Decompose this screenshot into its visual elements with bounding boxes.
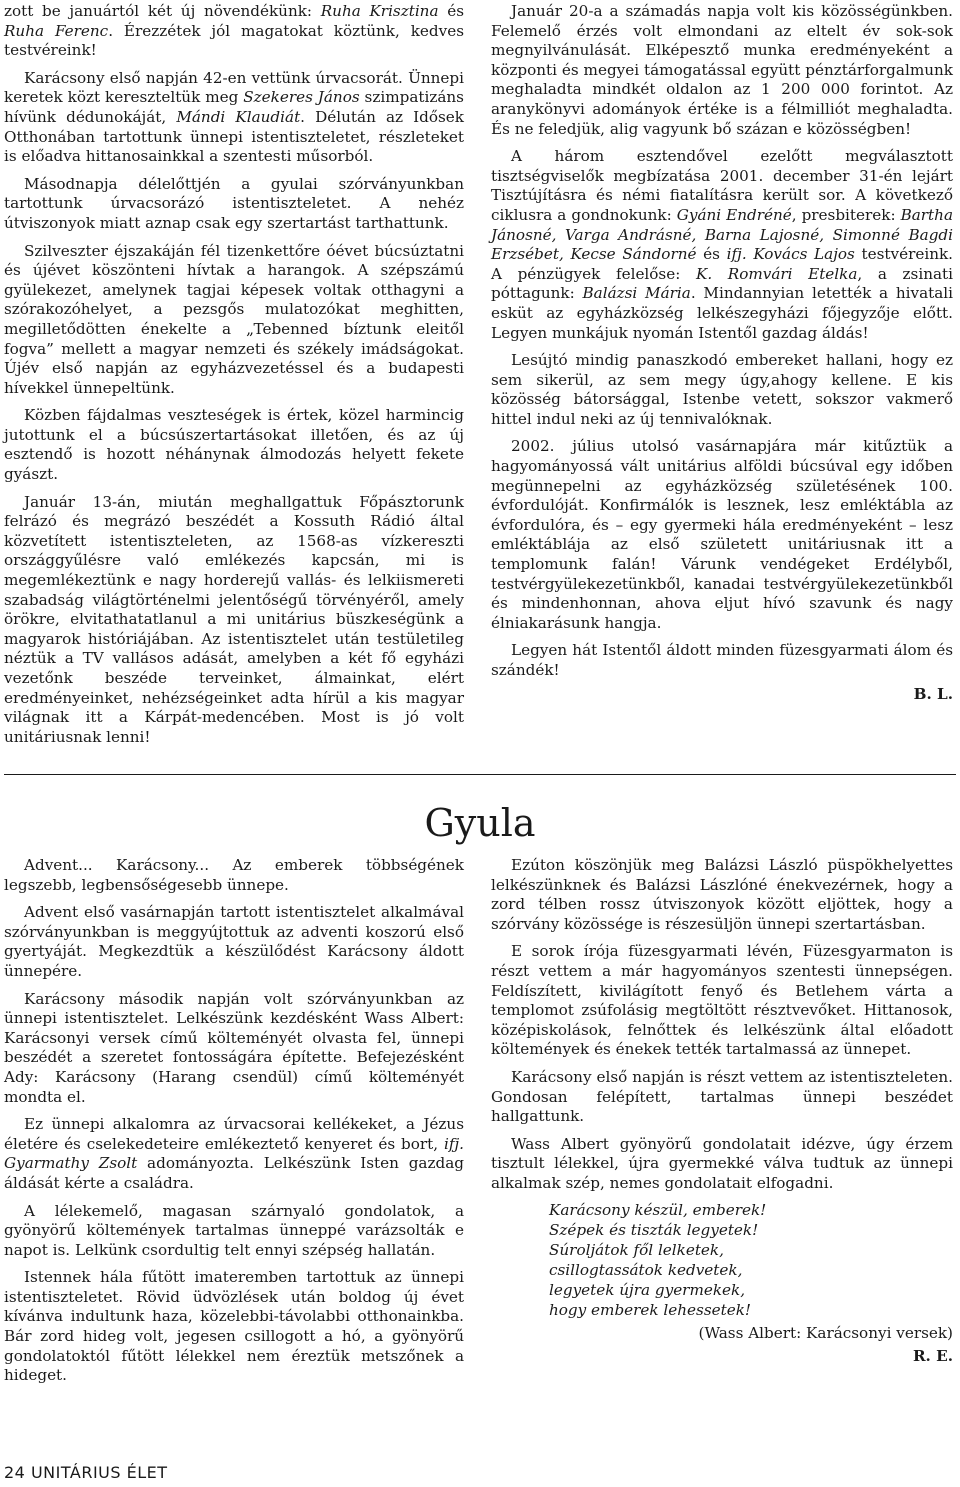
paragraph: A három esztendővel ezelőtt megválasztott tisztségviselők megbízatása 2001. december 31-én lejárt Tisztújításra és némi fiatalításra került sor. A következő ciklusra a gondnokunk: Gyáni Endréné, presbiterek: Bartha Jánosné, Varga Andrásné, Barna Lajosné, Simonné Bagdi Erzsébet, Kecse Sándorné és ifj. Kovács Lajos testvéreink. A pénzügyek felelőse: K. Romvári Etelka, a zsinati póttagunk: Balázsi Mária. Mindannyian letették a hivatali esküt az egyházközség lelkészegyházi főjegyzője előtt. Legyen munkájuk nyomán Istentől gazdag áldás!	[491, 147, 954, 342]
paragraph: Legyen hát Istentől áldott minden füzesgyarmati álom és szándék!	[491, 641, 953, 679]
poem-line: Karácsony készül, emberek!	[549, 1200, 767, 1219]
poem	[549, 1200, 953, 1320]
paragraph: Szilveszter éjszakáján fél tizenkettőre óévet búcsúztatni és újévet köszönteni hívtak a harangok. A szépszámú gyülekezet, amelynek tagjai képesek voltak otthagyni a szórakozóhelyet, a pezsgős mulatozókat meghitten, megilletődötten énekelte a „Tebenned bíztunk eleitől fogva” mellett a magyar nemzeti és székely imádságokat. Újév első napján az egyházvezetéssel és a budapesti hívekkel ünnepeltünk.	[4, 241, 464, 397]
paragraph: Közben fájdalmas veszteségek is értek, közel harmincig jutottunk el a búcsúszertartásokat illetően, és az új esztendő is hozott néhánynak álmodozás helyett fekete gyászt.	[4, 406, 464, 484]
paragraph: Wass Albert gyönyörű gondolatait idézve, úgy érzem tisztult lélekkel, újra gyermekké válva tudtuk az ünnepi alkalmak szép, nemes gondolatait elfogadni.	[491, 1134, 953, 1192]
signature: B. L.	[913, 684, 953, 703]
top-left-column	[4, 2, 464, 747]
paragraph: Istennek hála fűtött imateremben tartottuk az ünnepi istentiszteletet. Rövid üdvözlések után boldog új évet kívánva indultunk haza, közelebbi-távolabbi otthonainkba. Bár zord hideg volt, jegesen csillogott a hó, a gyönyörű gondolatoktól fűtött lélekkel nem éreztük metszőnek a hideget.	[4, 1268, 464, 1385]
paragraph: Lesújtó mindig panaszkodó embereket hallani, hogy ez sem sikerül, az sem megy úgy,ahogy kellene. E kis közösség bátorsággal, Istenbe vetett, sokszor vakmerő hittel indul neki az új tennivalóknak.	[491, 351, 953, 428]
top-right-column	[491, 2, 953, 704]
paragraph: zott be januártól két új növendékünk: Ruha Krisztina és Ruha Ferenc. Érezzétek jól magatokat köztünk, kedves testvéreink!	[4, 2, 464, 60]
poem-line: Szépek és tiszták legyetek!	[549, 1220, 759, 1239]
paragraph: A lélekemelő, magasan szárnyaló gondolatok, a gyönyörű költemények tartalmas ünneppé varázsolták e napot is. Lelkünk csordultig telt ennyi szépség hallatán.	[4, 1201, 464, 1259]
bottom-left-column	[4, 856, 464, 1386]
paragraph: E sorok írója füzesgyarmati lévén, Füzesgyarmaton is részt vettem a már hagyományos szentesti ünnepségen. Feldíszített, kivilágított fenyő és Betlehem várta a templomot zsúfolásig megtöltött résztvevőket. Hittanosok, középiskolások, felnőttek és lelkészünk által előadott költemények és énekek tették tartalmassá az ünnepet.	[491, 942, 953, 1059]
page-footer: 24 UNITÁRIUS ÉLET	[4, 1463, 168, 1482]
paragraph: 2002. július utolsó vasárnapjára már kitűztük a hagyományossá vált unitárius alföldi búcsúval egy időben megünnepelni az egyházközség születésének 100. évfordulóját. Konfirmálók is lesznek, lesz emléktábla az évfordulóra, és – egy gyermeki hála eredményeként – lesz emléktáblája az első született unitáriusnak itt a templomunk falán! Várunk vendégeket Erdélyből, testvérgyülekezetünkből, kanadai testvérgyülekezetünkből és mindenhonnan, ahova eljut hívó szavunk és nagy élniakarásunk hangja.	[491, 437, 953, 632]
bottom-right-column	[491, 856, 953, 1367]
paragraph: Karácsony első napján is részt vettem az istentiszteleten. Gondosan felépített, tartalmas ünnepi beszédet hallgattunk.	[491, 1067, 953, 1126]
paragraph: Karácsony első napján 42-en vettünk úrvacsorát. Ünnepi keretek közt kereszteltük meg Szekeres János szimpatizáns hívünk dédunokáját, Mándi Klaudiát. Délután az Idősek Otthonában tartottunk ünnepi istentiszteletet, részleteket is előadva hittanosainkkal a szentesti műsorból.	[4, 68, 464, 166]
paragraph: Advent... Karácsony... Az emberek többségének legszebb, legbensőségesebb ünnepe.	[4, 856, 464, 894]
paragraph: Másodnapja délelőttjén a gyulai szórványunkban tartottunk úrvacsorázó istentiszteletet. A nehéz útviszonyok miatt aznap csak egy szertartást tarthattunk.	[4, 174, 464, 232]
section-divider	[4, 774, 956, 775]
section-heading: Gyula	[424, 801, 536, 845]
paragraph: Január 20-a a számadás napja volt kis közösségünkben. Felemelő érzés volt elmondani az eltelt év sok-sok megnyilvánulását. Elképesztő munka eredményeként a központi és megyei támogatással együtt pénztárforgalmunk meghaladta mindkét oldalon az 1 200 000 forintot. Az aranykönyvi adományok értéke is a félmilliót meghaladta. És ne feledjük, alig vagyunk bő százan e közösségben!	[491, 2, 953, 138]
paragraph: Ez ünnepi alkalomra az úrvacsorai kellékeket, a Jézus életére és cselekedeteire emlékeztető kenyeret és bort, ifj. Gyarmathy Zsolt adományozta. Lelkészünk Isten gazdag áldását kérte a családra.	[4, 1115, 464, 1192]
poem-line: legyetek újra gyermekek,	[549, 1280, 746, 1299]
paragraph: Karácsony második napján volt szórványunkban az ünnepi istentisztelet. Lelkészünk kezdésként Wass Albert: Karácsonyi versek című költeményét olvasta fel, ünnepi beszédét a szeretet fontosságára építette. Befejezésként Ady: Karácsony (Harang csendül) című költeményét mondta el.	[4, 989, 464, 1106]
poem-line: Súroljátok fől lelketek,	[549, 1240, 724, 1259]
poem-credit: (Wass Albert: Karácsonyi versek)	[698, 1323, 953, 1342]
poem-line: hogy emberek lehessetek!	[549, 1300, 752, 1319]
paragraph: Advent első vasárnapján tartott istentisztelet alkalmával szórványunkban is meggyújtottuk az adventi koszorú első gyertyáját. Megkezdtük a készülődést Karácsony áldott ünnepére.	[4, 903, 464, 980]
paragraph: Ezúton köszönjük meg Balázsi László püspökhelyettes lelkészünknek és Balázsi Lászlóné énekvezérnek, hogy a zord télben rossz útviszonyok között eljöttek, hogy a szórvány közössége is részesüljön ünnepi szertartásban.	[491, 856, 953, 933]
signature: R. E.	[912, 1347, 953, 1366]
paragraph: Január 13-án, miután meghallgattuk Főpásztorunk felrázó és megrázó beszédét a Kossuth Rádió által közvetített istentiszteleten, az 1568-as vízkereszti országgyűlésre való emlékezés kapcsán, mi is megemlékeztünk e nagy horderejű vallás- és lelkiismereti szabadság világtörténelmi jelentőségű törvényéről, amely örökre, elvitathatatlanul a mi unitárius büszkeségünk a magyarok históriájában. Az istentisztelet után testületileg néztük a TV vallásos adását, amelyben a két fő egyházi vezetőnk beszéde terveinket, álmainkat, elért eredményeinket, nehézségeinket adta hírül a kis magyar világnak itt a Kárpát-medencében. Most is jó volt unitáriusnak lenni!	[4, 492, 464, 746]
poem-line: csillogtassátok kedvetek,	[549, 1260, 743, 1279]
